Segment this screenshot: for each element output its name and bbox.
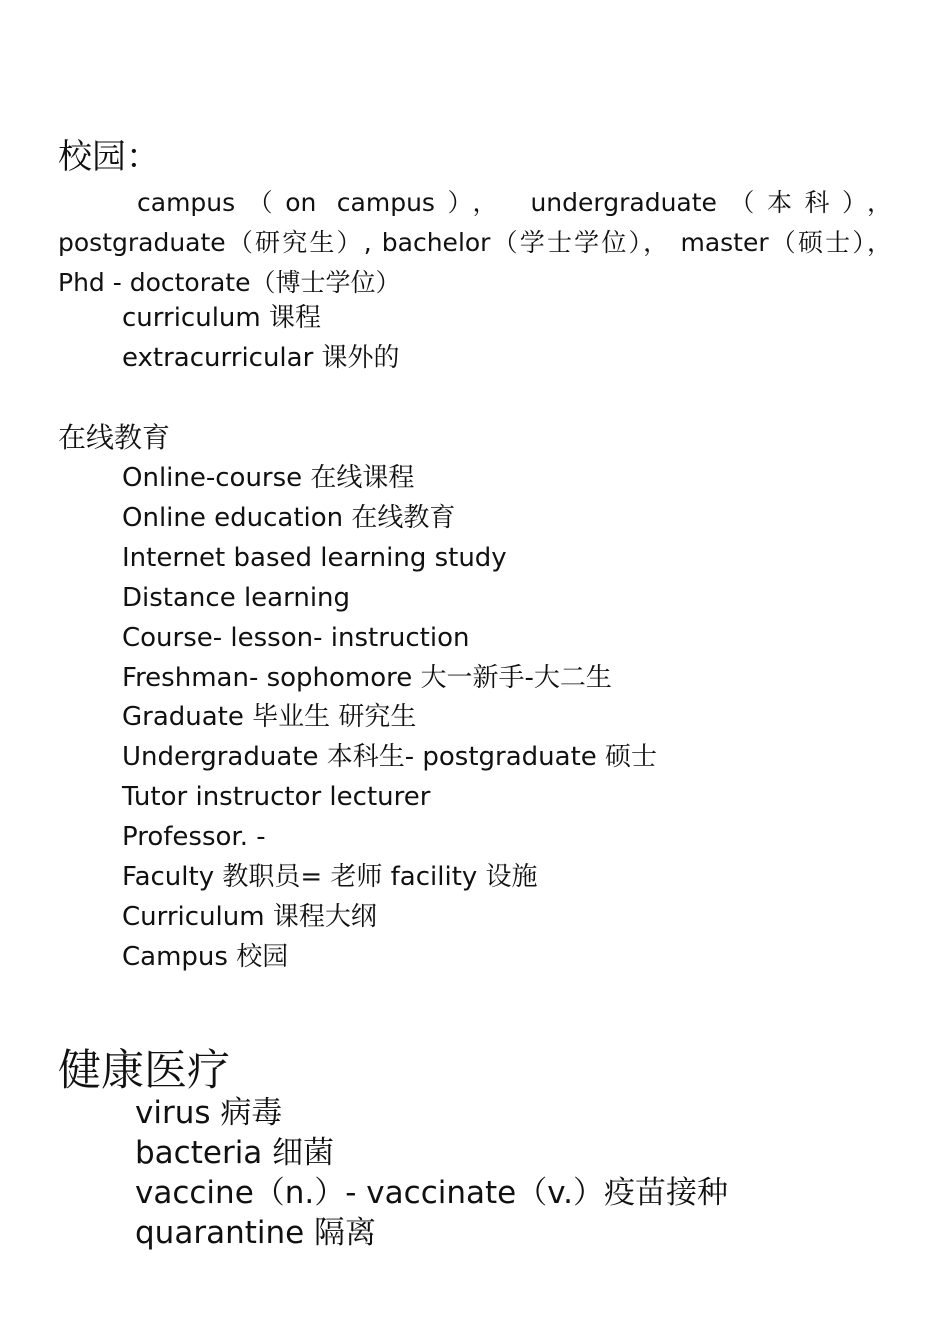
online-education-item: Professor. - (122, 822, 266, 852)
health-item: vaccine（n.）- vaccinate（v.）疫苗接种 (135, 1175, 729, 1211)
section-heading-campus: 校园： (58, 137, 160, 177)
online-education-item: Graduate 毕业生 研究生 (122, 702, 417, 732)
campus-item: curriculum 课程 (122, 303, 321, 333)
online-education-item: Curriculum 课程大纲 (122, 902, 377, 932)
online-education-item: Undergraduate 本科生- postgraduate 硕士 (122, 742, 658, 772)
section-heading-health: 健康医疗 (58, 1046, 230, 1096)
online-education-item: Distance learning (122, 583, 351, 613)
campus-item: extracurricular 课外的 (122, 343, 400, 373)
section-heading-online-education: 在线教育 (58, 421, 171, 454)
online-education-item: Internet based learning study (122, 543, 507, 573)
online-education-item: Tutor instructor lecturer (122, 782, 431, 812)
online-education-item: Campus 校园 (122, 942, 289, 972)
online-education-item: Online-course 在线课程 (122, 463, 415, 493)
online-education-item: Course- lesson- instruction (122, 623, 470, 653)
health-item: virus 病毒 (135, 1095, 283, 1131)
online-education-item: Freshman- sophomore 大一新手-大二生 (122, 663, 612, 693)
health-item: bacteria 细菌 (135, 1135, 335, 1171)
campus-intro-paragraph: campus（on campus）， undergraduate（本科）， postgraduate（研究生）, bachelor（学士学位）， master（硕士）， Phd - doctorate（博士学位） (58, 188, 892, 297)
online-education-item: Online education 在线教育 (122, 503, 456, 533)
health-item: quarantine 隔离 (135, 1215, 377, 1251)
online-education-item: Faculty 教职员= 老师 facility 设施 (122, 862, 538, 892)
